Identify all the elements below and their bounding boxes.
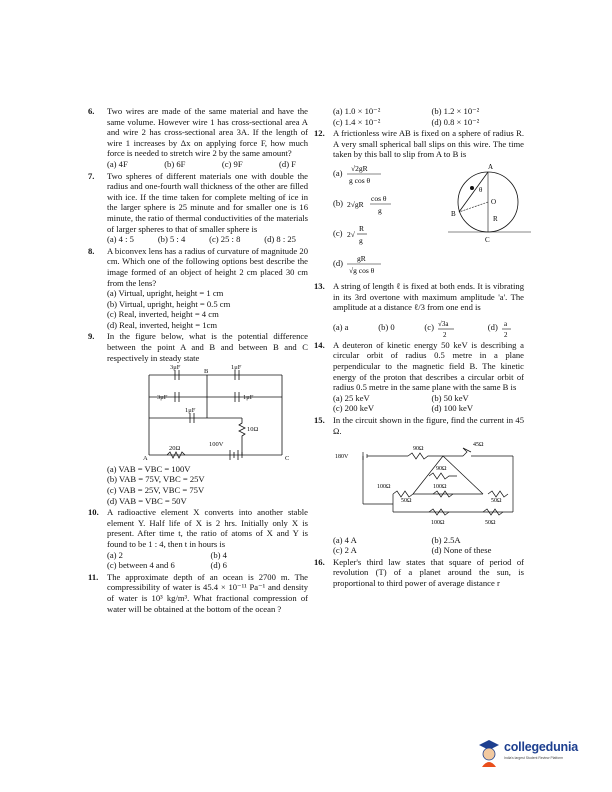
svg-text:cos θ: cos θ xyxy=(371,193,387,203)
option-b: (b) 50 keV xyxy=(431,392,469,403)
label-r45: 45Ω xyxy=(473,442,484,449)
option-c: (c) 2 A xyxy=(333,545,357,556)
svg-text:gR: gR xyxy=(357,253,366,263)
label-theta: θ xyxy=(479,185,483,194)
svg-text:√3a: √3a xyxy=(438,319,449,328)
options xyxy=(107,288,308,330)
formula-c xyxy=(345,222,375,246)
label-b: B xyxy=(451,209,456,218)
question-text: The approximate depth of an ocean is 2700 m. The compressibility of water is 45.4 × 10⁻¹¹ Pa⁻¹ and density of water is 10³ kg/m³. What fractional compression of water will be obtained at the bottom of the ocean ? xyxy=(107,571,308,614)
option-d: (d) 8 : 25 xyxy=(264,234,296,245)
question-number: 16. xyxy=(314,556,325,567)
label-r: R xyxy=(493,214,498,223)
option-a: (a) VAB = VBC = 100V xyxy=(107,463,191,474)
option-d: (d) 6 xyxy=(210,560,227,571)
option-c: (c) √3a 2 xyxy=(424,317,458,339)
option-c: (c) VAB = 25V, VBC = 75V xyxy=(107,485,205,496)
label-c5: 1μF xyxy=(185,407,196,415)
option-c: (c) between 4 and 6 xyxy=(107,560,175,571)
label-r50a: 50Ω xyxy=(401,498,412,505)
question-number: 11. xyxy=(88,571,99,582)
question-number: 13. xyxy=(314,280,325,291)
svg-text:√g cos θ: √g cos θ xyxy=(349,265,375,275)
logo-text: collegedunia xyxy=(504,740,579,754)
question-number: 14. xyxy=(314,339,325,350)
label-r100a: 100Ω xyxy=(377,484,391,491)
label-a: A xyxy=(143,455,148,462)
question-text: Kepler's third law states that square of period of revolution (T) of a planet around the sun, is proportional to third power of average distance r xyxy=(333,556,524,589)
question-12 xyxy=(314,128,524,280)
question-15 xyxy=(314,415,524,556)
svg-text:√2gR: √2gR xyxy=(350,163,368,173)
option-a: (a) 25 keV xyxy=(333,392,370,403)
label-c: C xyxy=(285,455,290,462)
question-8 xyxy=(88,246,308,331)
question-text: In the circuit shown in the figure, find the current in 45 Ω. xyxy=(333,414,524,436)
label-r2: 20Ω xyxy=(169,445,181,453)
logo-tagline: India's largest Student Review Platform xyxy=(504,756,564,760)
question-number: 12. xyxy=(314,128,325,139)
label-o: O xyxy=(491,197,497,206)
option-d: (d) None of these xyxy=(431,545,492,556)
label-r50b: 50Ω xyxy=(491,498,502,505)
options xyxy=(333,535,524,556)
option-d: (d) F xyxy=(279,158,296,169)
question-number: 6. xyxy=(88,106,95,116)
option-b: (b) 2√gR cos θ g xyxy=(333,192,395,216)
sphere-wire-figure xyxy=(443,164,533,244)
option-a: (a) 2 xyxy=(107,549,123,560)
question-16 xyxy=(314,557,524,589)
question-13 xyxy=(314,281,524,339)
label-r1: 10Ω xyxy=(247,426,259,434)
label-v: 100V xyxy=(209,441,224,449)
question-text: A frictionless wire AB is fixed on a sphere of radius R. A very small spherical ball slips on this wire. The time taken by this ball to slip from A to B is xyxy=(333,128,524,160)
svg-text:R: R xyxy=(358,223,364,233)
formula-c xyxy=(436,317,458,339)
svg-text:g cos θ: g cos θ xyxy=(348,175,370,185)
option-b: (b) 4 xyxy=(210,549,227,560)
question-12-body xyxy=(333,160,524,280)
label-c3: 3μF xyxy=(157,394,168,402)
option-b: (b) 1.2 × 10⁻² xyxy=(431,106,480,116)
graduate-icon xyxy=(476,737,502,767)
svg-text:2: 2 xyxy=(443,330,447,339)
question-number: 9. xyxy=(88,331,95,342)
label-a: A xyxy=(488,163,494,171)
option-d: (d) a 2 xyxy=(488,317,514,339)
option-a: (a) a xyxy=(333,322,349,333)
options xyxy=(333,106,524,127)
label-b: B xyxy=(204,368,209,376)
question-text: A deuteron of kinetic energy 50 keV is describing a circular orbit of radius 0.5 metre in a plane perpendicular to the magnetic field B. The kinetic energy of the proton that describes a circular orbit of radius 0.5 metre in the same plane with the same B is xyxy=(333,339,524,393)
question-text: In the figure below, what is the potential difference between the point A and B and between B and C respectively in steady state xyxy=(107,331,308,363)
option-c: (c) Real, inverted, height = 4 cm xyxy=(107,309,219,320)
option-a: (a) 4 : 5 xyxy=(107,234,134,245)
label-r90a: 90Ω xyxy=(413,446,424,453)
svg-text:g: g xyxy=(378,205,382,215)
label-r90b: 90Ω xyxy=(436,466,447,473)
question-11 xyxy=(88,572,308,614)
option-a: (a) 1.0 × 10⁻² xyxy=(333,106,381,116)
label-r100b: 100Ω xyxy=(433,484,447,491)
option-b: (b) 0 xyxy=(378,322,395,333)
option-a: (a) Virtual, upright, height = 1 cm xyxy=(107,288,224,299)
question-text: A string of length ℓ is fixed at both ends. It is vibrating in its 3rd overtone with maximum amplitude 'a'. The amplitude at a distance ℓ/3 from one end is xyxy=(333,280,524,313)
option-b: (b) 2.5A xyxy=(431,534,461,545)
option-b: (b) VAB = 75V, VBC = 25V xyxy=(107,474,205,485)
collegedunia-logo xyxy=(476,735,604,775)
svg-text:2: 2 xyxy=(503,330,508,339)
option-c: (c) 1.4 × 10⁻² xyxy=(333,116,381,127)
svg-text:2√: 2√ xyxy=(346,229,355,239)
option-c: (c) 2√ R g xyxy=(333,222,375,246)
label-c2: 1μF xyxy=(231,364,242,372)
option-c: (c) 200 keV xyxy=(333,403,375,414)
label-c4: 1μF xyxy=(243,394,254,402)
resistor-network-figure xyxy=(333,436,533,532)
svg-text:g: g xyxy=(358,235,363,245)
label-r100c: 100Ω xyxy=(431,520,445,527)
options xyxy=(107,159,308,170)
label-c: C xyxy=(485,235,490,244)
option-d: (d) 0.8 × 10⁻² xyxy=(431,116,480,127)
label-v: 180V xyxy=(335,454,349,461)
option-d: (d) Real, inverted, height = 1cm xyxy=(107,319,218,330)
formula-d xyxy=(345,252,385,276)
question-number: 10. xyxy=(88,507,99,518)
option-a: (a) 4 A xyxy=(333,534,357,545)
option-b: (b) 6F xyxy=(164,158,186,169)
label-r50c: 50Ω xyxy=(485,520,496,527)
svg-text:2√gR: 2√gR xyxy=(347,199,364,209)
capacitor-circuit-figure xyxy=(107,363,307,461)
question-text: Two wires are made of the same material and have the same volume. However wire 1 has cross-sectional area A and wire 2 has cross-sectional area 3A. If the length of wire 1 increases by Δx on applying force F, how much force is needed to stretch wire 2 by the same amount? xyxy=(107,106,308,159)
options xyxy=(107,550,308,571)
options xyxy=(333,393,524,414)
question-6 xyxy=(88,106,308,170)
question-text: A biconvex lens has a radius of curvature of magnitude 20 cm. Which one of the following options best describe the image formed of an object of height 2 cm placed 30 cm from the lens? xyxy=(107,245,308,288)
question-14 xyxy=(314,340,524,414)
right-column xyxy=(314,106,524,590)
option-c: (c) 9F xyxy=(221,158,243,169)
question-7 xyxy=(88,171,308,245)
options xyxy=(107,234,308,245)
option-d: (d) gR √g cos θ xyxy=(333,252,385,276)
options xyxy=(333,317,524,339)
question-9 xyxy=(88,331,308,506)
question-10 xyxy=(88,507,308,571)
options xyxy=(107,464,308,506)
option-a: (a) 4F xyxy=(107,158,128,169)
question-number: 7. xyxy=(88,170,95,181)
option-d: (d) VAB = VBC = 50V xyxy=(107,495,187,506)
option-b: (b) 5 : 4 xyxy=(157,234,186,245)
formula-d xyxy=(500,317,514,339)
question-number: 15. xyxy=(314,414,325,425)
formula-b xyxy=(345,192,395,216)
option-a: (a) √2gR g cos θ xyxy=(333,162,385,186)
left-column xyxy=(88,106,308,615)
svg-text:a: a xyxy=(503,319,508,328)
question-text: Two spheres of different materials one with double the radius and one-fourth wall thickness of the other are filled with ice. If the time taken for complete melting of ice in the larger sphere is 25 minute and for smaller one is 16 minute, the ratio of thermal conductivities of the materials of larger spheres to that of smaller sphere is xyxy=(107,170,308,234)
formula-a xyxy=(345,162,385,186)
option-c: (c) 25 : 8 xyxy=(209,234,241,245)
option-d: (d) 100 keV xyxy=(431,403,474,414)
question-11-options xyxy=(314,106,524,127)
question-number: 8. xyxy=(88,245,95,256)
option-b: (b) Virtual, upright, height = 0.5 cm xyxy=(107,298,231,309)
label-c1: 3μF xyxy=(170,364,181,372)
question-text: A radioactive element X converts into another stable element Y. Half life of X is 2 hrs. Initially only X is present. After time t, the ratio of atoms of X and Y is found to be 1 : 4, then t in hours is xyxy=(107,507,308,549)
